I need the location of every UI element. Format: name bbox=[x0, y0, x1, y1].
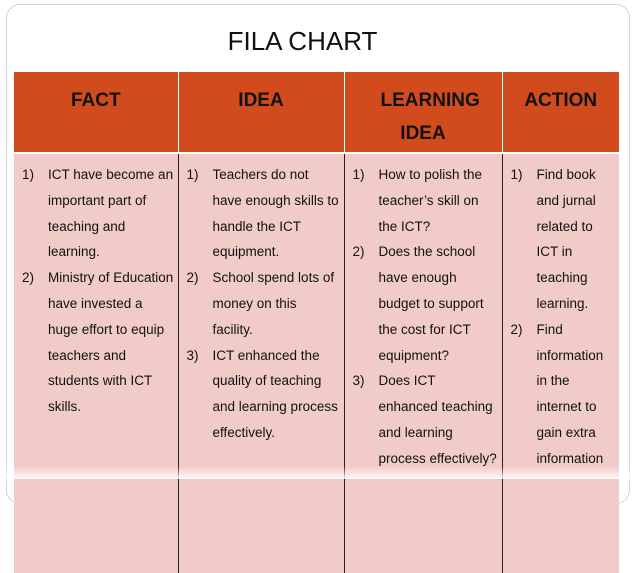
fact-cell bbox=[14, 153, 178, 573]
list-number: 1) bbox=[22, 167, 35, 182]
header-row bbox=[14, 72, 619, 153]
list-text: How to polish the teacher’s skill on the ICT? bbox=[378, 167, 483, 234]
list-number: 1) bbox=[186, 167, 199, 182]
column-header-action: ACTION bbox=[502, 72, 619, 153]
list-item bbox=[511, 317, 616, 472]
list-item bbox=[187, 162, 340, 265]
list-text: Find information in the internet to gain extra information bbox=[536, 321, 604, 466]
list-number: 2) bbox=[352, 244, 365, 260]
list-text: Does ICT enhanced teaching and learning process effectively? bbox=[378, 373, 497, 466]
list-text: Find book and jurnal related to ICT in teaching learning. bbox=[536, 167, 596, 311]
column-header-idea: IDEA bbox=[178, 72, 344, 153]
fact-list bbox=[22, 162, 174, 420]
column-header-fact: FACT bbox=[14, 72, 178, 153]
column-header-learning-idea: LEARNING IDEA bbox=[344, 72, 502, 153]
list-item bbox=[187, 265, 340, 342]
fila-table bbox=[14, 72, 619, 573]
table-row bbox=[14, 153, 619, 573]
list-item bbox=[353, 162, 498, 239]
list-number: 1) bbox=[510, 167, 523, 182]
list-item bbox=[22, 162, 174, 265]
list-item bbox=[353, 368, 498, 471]
action-cell bbox=[502, 153, 619, 573]
list-text: Teachers do not have enough skills to handle the ICT equipment. bbox=[212, 167, 339, 260]
list-text: Ministry of Education have invested a huge effort to equip teachers and students with ICT skills. bbox=[48, 270, 174, 415]
list-text: ICT have become an important part of teaching and learning. bbox=[48, 167, 174, 260]
list-item bbox=[511, 162, 616, 317]
page-title: FILA CHART bbox=[227, 26, 378, 56]
idea-cell bbox=[178, 153, 344, 573]
idea-list bbox=[187, 162, 340, 446]
list-text: School spend lots of money on this facility. bbox=[212, 270, 335, 337]
list-number: 2) bbox=[510, 321, 523, 337]
action-list bbox=[511, 162, 616, 472]
bottom-edge-fade bbox=[0, 466, 638, 479]
list-item bbox=[22, 265, 174, 420]
list-number: 3) bbox=[186, 347, 199, 363]
list-item bbox=[187, 343, 340, 446]
list-text: Does the school have enough budget to support the cost for ICT equipment? bbox=[378, 244, 484, 363]
list-number: 1) bbox=[352, 167, 365, 182]
learning-idea-cell bbox=[344, 153, 502, 573]
list-number: 3) bbox=[352, 373, 365, 389]
learning-idea-list bbox=[353, 162, 498, 472]
list-number: 2) bbox=[186, 270, 199, 286]
list-number: 2) bbox=[22, 270, 35, 286]
list-text: ICT enhanced the quality of teaching and learning process effectively. bbox=[212, 347, 338, 440]
list-item bbox=[353, 239, 498, 368]
